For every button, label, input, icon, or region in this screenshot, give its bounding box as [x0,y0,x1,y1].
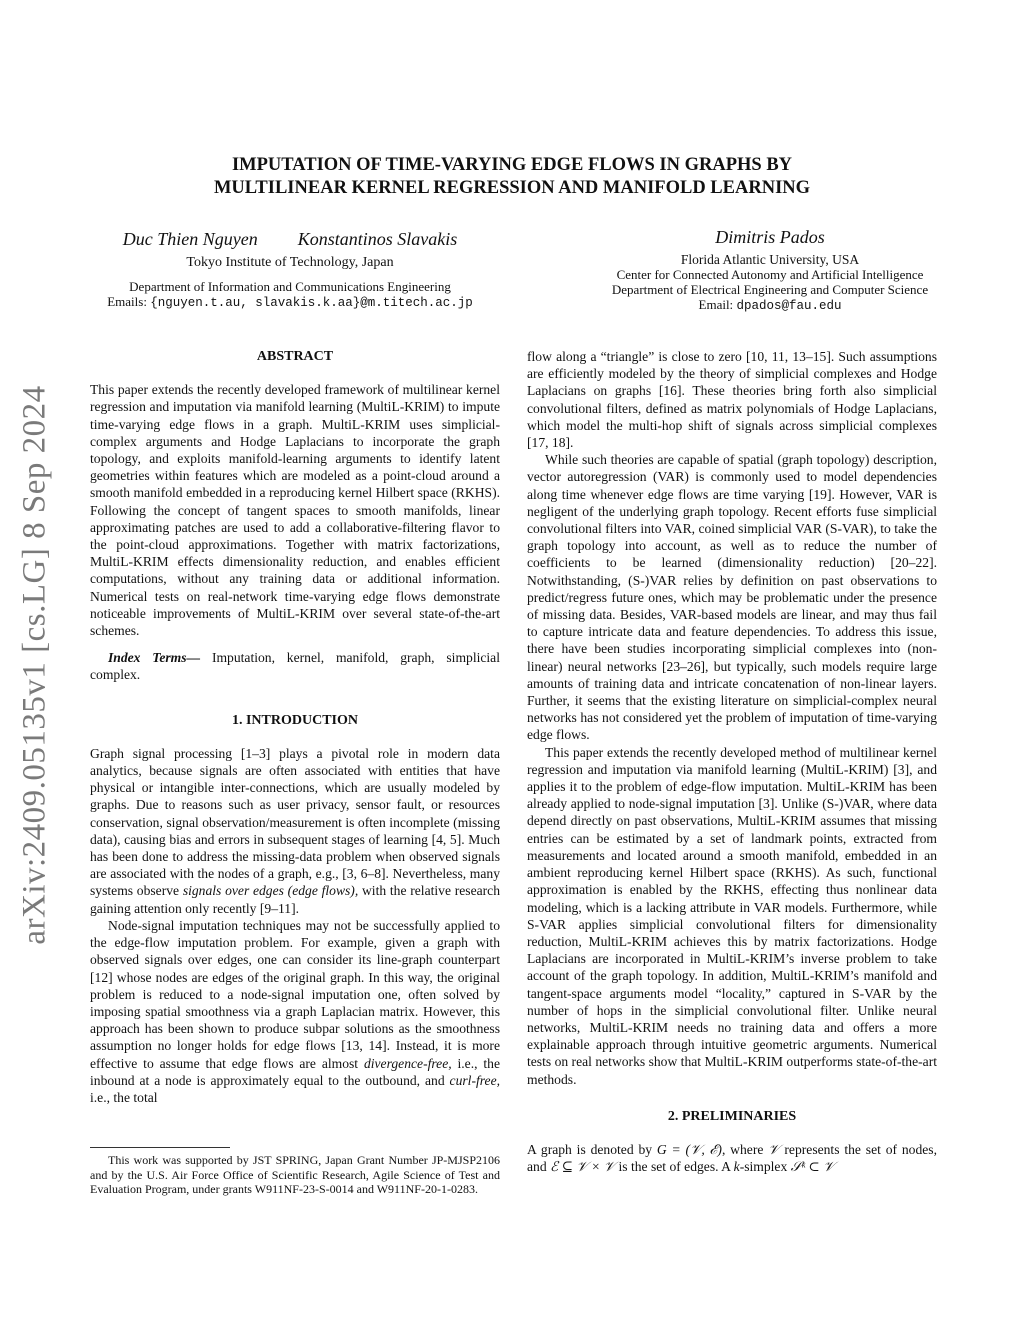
author-name-2: Konstantinos Slavakis [297,229,458,249]
intro-p2-emphasis-2: curl-free, [449,1072,500,1088]
prelim-text-c: represents the set of nodes, and [527,1141,937,1175]
intro-paragraph-2 [90,917,500,1106]
prelim-math-1: G = (𝒱, ℰ) [656,1141,722,1157]
prelim-text-a: A graph is denoted by [527,1141,657,1157]
index-terms [90,649,500,683]
title-line-1: IMPUTATION OF TIME-VARYING EDGE FLOWS IN GRAPHS BY [231,155,793,175]
author-email-2 [595,297,945,314]
author-department: Department of Information and Communications Engineering [129,279,451,294]
intro-p2-text-c: i.e., the total [90,1089,158,1105]
intro-p1-emphasis: signals over edges (edge flows), [182,883,359,899]
prelim-text-b: , where [721,1141,769,1157]
email-address[interactable]: {nguyen.t.au, slavakis.k.aa}@m.titech.ac.jp [150,296,473,310]
abstract-text: This paper extends the recently developed framework of multilinear kernel regression and imputation via manifold learning (MultiL-KRIM) to impute time-varying edge flows in a graph. MultiL-KRIM uses simplicial-complex arguments and Hodge Laplacians to incorporate the graph topology, and exploits manifold-learning arguments to identify latent geometries within features which are modeled as a point-cloud around a smooth manifold embedded in a reproducing kernel Hilbert space (RKHS). Following the concept of tangent spaces to smooth manifolds, linear approximating patches are used to add a collaborative-filtering flavor to the point-cloud approximations. Together with matrix factorizations, MultiL-KRIM effects dimensionality reduction, and enables efficient computations, without any training data or additional information. Numerical tests on real-network time-varying edge flows demonstrate noticeable improvements of MultiL-KRIM over several state-of-the-art schemes. [90,382,500,639]
index-terms-text: Imputation, kernel, manifold, graph, simplicial complex. [90,650,500,683]
author-emails [90,294,490,311]
prelim-text-e: -simplex [739,1159,791,1175]
paper-title [90,154,934,200]
intro-paragraph-5: This paper extends the recently developed method of multilinear kernel regression and imputation via manifold learning (MultiL-KRIM) [3], and applies it to the problem of edge-flow imputation. MultiL-KRIM has been already applied to node-signal imputation [3]. Unlike (S-)VAR, where data depend directly on past observations, MultiL-KRIM assumes that missing entries can be estimated by a set of landmark points, extracted from measurements and located around a smooth manifold, embedded in an ambient reproducing kernel Hilbert space (RKHS). As such, functional approximation is enabled by the RKHS, effecting thus nonlinear data modeling, which is a lacking attribute in VAR models. Furthermore, while S-VAR applies simplicial convolutional filters for dimensionality reduction, MultiL-KRIM achieves this by matrix factorizations. Hodge Laplacians are incorporated in MultiL-KRIM’s inverse problem to take account of the graph topology. In addition, MultiL-KRIM’s manifold and tangent-space arguments model “locality,” captured in S-VAR by the number of hops in the simplicial convolutional filter. Unlike neural networks, MultiL-KRIM needs no training data and offers a more explainable approach through intuitive geometric arguments. Numerical tests on real networks show that MultiL-KRIM outperforms state-of-the-art methods. [527,744,937,1087]
index-terms-label: Index Terms— [108,650,201,666]
title-line-2: MULTILINEAR KERNEL REGRESSION AND MANIFOLD LEARNING [213,178,811,198]
intro-p2-text-b: i.e., the inbound at a node is approximately equal to the outbound, and [90,1055,500,1088]
email-label-2: Email: [698,297,734,312]
author-center: Center for Connected Autonomy and Artificial Intelligence [616,267,924,282]
intro-p2-emphasis-1: divergence-free, [363,1055,452,1071]
prelim-math-3: ℰ ⊆ 𝒱 × 𝒱 [550,1159,616,1175]
author-institution: Tokyo Institute of Technology, Japan [186,255,394,270]
authors-left [90,228,490,311]
arxiv-side-label [0,365,70,965]
author-name-3: Dimitris Pados [715,227,825,247]
preliminaries-paragraph [527,1141,937,1175]
email-address-2[interactable]: dpados@fau.edu [736,299,842,313]
author-department-2: Department of Electrical Engineering and Computer Science [611,282,929,297]
author-institution-2: Florida Atlantic University, USA [680,252,860,267]
author-name-1: Duc Thien Nguyen [122,229,258,249]
intro-p1-text-b: with the relative research gaining attention only recently [9–11]. [90,883,501,916]
intro-paragraph-1 [90,745,500,917]
prelim-math-5: 𝒮ᵏ ⊂ 𝒱 [790,1159,835,1175]
intro-p1-text-a: Graph signal processing [1–3] plays a pivotal role in modern data analytics, because signals are often associated with entities that have physical or intangible inter-connections, which are usually modeled by graphs. Due to reasons such as user privacy, sensor fault, or resources conservation, signal observation/measurement is often incomplete (missing data), causing bias and errors in subsequent stages of learning [4, 5]. Much has been done to address the missing-data problem when observed signals are associated with the nodes of a graph, e.g., [3, 6–8]. Nevertheless, many systems observe [90,745,500,899]
footnote-divider [90,1147,230,1148]
authors-right [595,226,945,314]
author-names [90,228,490,250]
email-label: Emails: [107,294,147,309]
right-column [527,348,937,1175]
prelim-math-2: 𝒱 [768,1141,780,1157]
left-column [90,348,500,1106]
arxiv-identifier: arXiv:2409.05135v1 [cs.LG] 8 Sep 2024 [16,385,53,945]
intro-paragraph-4: While such theories are capable of spatial (graph topology) description, vector autoregression (VAR) is commonly used to model dependencies along time whenever edge flows are time varying [19]. However, VAR is negligent of the underlying graph topology. Recent efforts fuse simplicial convolutional filters into VAR, coined simplicial VAR (S-VAR), to take the graph topology into account, as well as to reduce the number of coefficients to be learned (dimensionality reduction) [20–22]. Notwithstanding, (S-)VAR relies by definition on past observations to predict/regress future ones, which may be problematic under the presence of missing data. Besides, VAR-based models are linear, and may thus fail to capture intricate data and feature dependencies. To address this issue, there have been studies incorporating simplicial complexes into (non-linear) neural networks [23–26], but typically, such models require large amounts of training data and intricate concatenation of non-linear layers. Further, it seems that the existing literature on simplicial-complex neural networks has not considered yet the problem of imputation of time-varying edge flows. [527,452,937,743]
intro-paragraph-3: flow along a “triangle” is close to zero [10, 11, 13–15]. Such assumptions are efficiently modeled by the theory of simplicial complexes and Hodge Laplacians on graphs [16]. These theories bring forth also simplicial convolutional filters, defined as matrix polynomials of Hodge Laplacians, which model the multi-hop shift of signals across simplicial complexes [17, 18]. [527,349,937,451]
intro-p2-text-a: Node-signal imputation techniques may not be successfully applied to the edge-flow imputation problem. For example, given a graph with observed signals over edges, one can consider its line-graph counterpart [12] whose nodes are edges of the original graph. In this way, the original problem is reduced to a node-signal imputation one, often solved by imposing spatial smoothness via a graph Laplacian matrix. However, this approach has been shown to produce subpar solutions as the smoothness assumption no longer holds for edge flows [13, 14]. Instead, it is more effective to assume that edge flows are almost [90,917,500,1071]
preliminaries-heading: 2. PRELIMINARIES [667,1108,797,1124]
prelim-text-d: is the set of edges. A [615,1159,734,1175]
footnote: This work was supported by JST SPRING, Japan Grant Number JP-MJSP2106 and by the U.S. Air Force Office of Scientific Research, Agile Science of Test and Evaluation Program, under grants W911NF-23-S-0014 and W911NF-20-1-0283. [90,1153,500,1196]
intro-heading: 1. INTRODUCTION [231,712,358,728]
abstract-heading: ABSTRACT [256,349,334,364]
prelim-math-4: k [733,1159,740,1175]
